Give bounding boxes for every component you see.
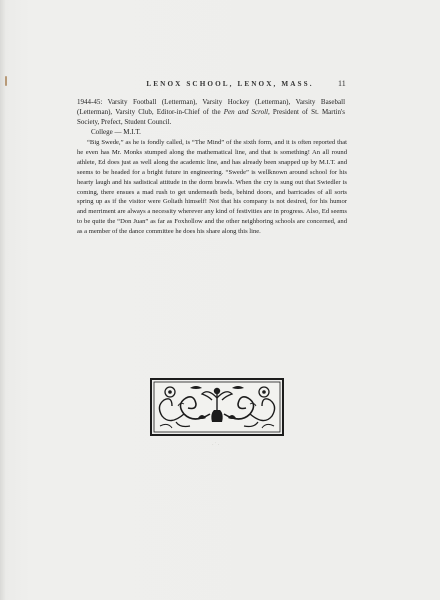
activities-record [77, 97, 345, 128]
record-activities: Varsity Football (Letterman), Varsity Hockey (Letterman), Varsity Baseball (Letterman), Varsity Club, Editor-in-Chief of the [77, 98, 346, 117]
publication-title: Pen and Scroll [223, 108, 268, 117]
page-number: 11 [338, 79, 346, 88]
record-activities-cont: , President of St. Martin's Society, Prefect, Student Council. [77, 108, 345, 127]
college-line: College — M.I.T. [91, 128, 141, 136]
running-title: LENOX SCHOOL, LENOX, MASS. [146, 80, 314, 88]
binding-mark [5, 76, 7, 86]
paper-smudge: · ˙ · [212, 443, 220, 448]
biography-paragraph: “Big Swede,” as he is fondly called, is “The Mind” of the sixth form, and it is often reported that he even has Mr. Monks stumped along the mathematical line, and that is something! An all round athlete, Ed does just as well along the academic line, and has already been snapped up by M.I.T. and seems to be headed for a bright future in engineering. “Swede” is wellknown around school for his hearty laugh and his sadistical attitude in the dorm brawls. When the cry is sung out that Swiedler is coming, there ensues a mad rush to get underneath beds, behind doors, and barricades of all sorts spring up as if the visitor were Goliath himself! Not that his company is not desired, for his humor and merriment are always a necessity wherever any kind of festivities are in progress. Also, Ed seems to be quite the “Don Juan” as far as Foxhollow and the other neighboring schools are concerned, and as a member of the dance committee he does his share along this line. [77, 139, 347, 236]
floral-scroll-ornament-icon [150, 378, 284, 436]
record-year: 1944-45: [77, 98, 103, 106]
